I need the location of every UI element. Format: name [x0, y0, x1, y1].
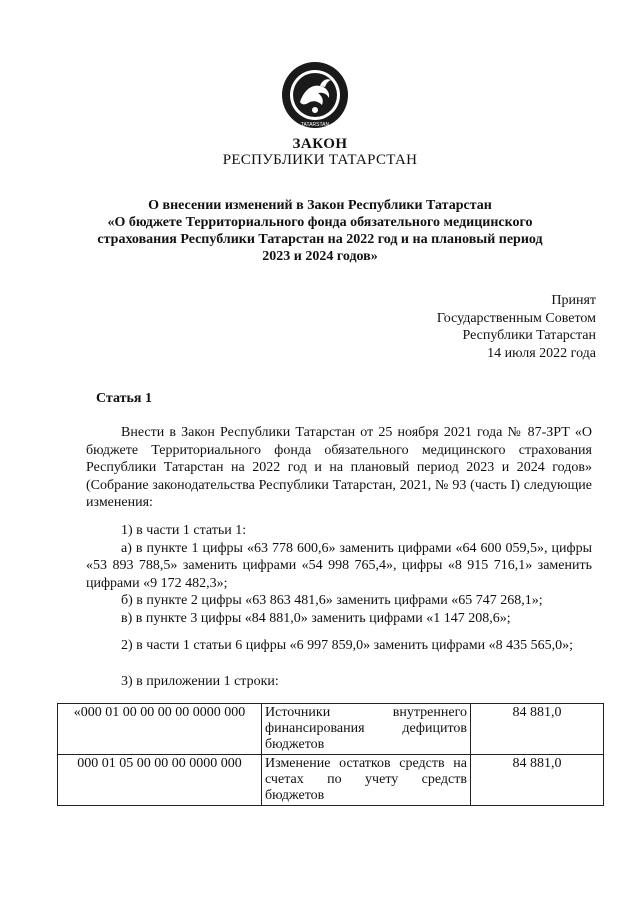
heading-line: «О бюджете Территориального фонда обязательного медицинского [107, 215, 533, 230]
accepted-line: Республики Татарстан [462, 328, 596, 343]
item-1 [86, 522, 592, 627]
table-cell-amount: 84 881,0 [471, 755, 604, 806]
republic-title: РЕСПУБЛИКИ ТАТАРСТАН [222, 152, 418, 168]
heading-line: страхования Республики Татарстан на 2022 год и на плановый период [97, 232, 543, 247]
item-2: 2) в части 1 статьи 6 цифры «6 997 859,0» заменить цифрами «8 435 565,0»; [121, 638, 573, 653]
table-cell-code: «000 01 00 00 00 00 0000 000 [58, 704, 262, 755]
item-1-a: а) в пункте 1 цифры «63 778 600,6» заменить цифрами «64 600 059,5», цифры «53 893 788,5» заменить цифрами «54 998 765,4», цифры «8 915 716,1» заменить цифрами «9 172 482,3»; [86, 540, 592, 591]
item-1-b: б) в пункте 2 цифры «63 863 481,6» заменить цифрами «65 747 268,1»; [121, 593, 543, 608]
coat-of-arms-emblem [280, 60, 350, 130]
article-title: Статья 1 [96, 391, 152, 406]
heading-line: 2023 и 2024 годов» [262, 249, 378, 264]
law-title: ЗАКОН [292, 136, 348, 152]
table-cell-name: Изменение остатков средств на счетах по учету средств бюджетов [262, 755, 471, 806]
table-row [58, 704, 604, 755]
table-cell-code: 000 01 05 00 00 00 0000 000 [58, 755, 262, 806]
budget-table [57, 703, 604, 806]
intro-paragraph: Внести в Закон Республики Татарстан от 25 ноября 2021 года № 87-ЗРТ «О бюджете Территориального фонда обязательного медицинского страхования Республики Татарстан на 2022 год и на плановый период 2023 и 2024 годов» (Собрание законодательства Республики Татарстан, 2021, № 93 (часть I) следующие изменения: [86, 425, 592, 510]
emblem-label: TATARSTAN [300, 122, 330, 128]
law-heading [90, 197, 550, 265]
table-cell-amount: 84 881,0 [471, 704, 604, 755]
heading-line: О внесении изменений в Закон Республики Татарстан [148, 198, 492, 213]
accepted-line: Государственным Советом [436, 310, 596, 326]
item-1-c: в) в пункте 3 цифры «84 881,0» заменить цифрами «1 147 208,6»; [121, 610, 511, 626]
item-1-title: 1) в части 1 статьи 1: [121, 523, 247, 538]
accepted-line: Принят [551, 293, 596, 308]
accepted-date: 14 июля 2022 года [487, 345, 596, 361]
item-3: 3) в приложении 1 строки: [121, 674, 279, 689]
table-row [58, 755, 604, 806]
table-cell-name: Источники внутреннего финансирования дефицитов бюджетов [262, 704, 471, 755]
accepted-block [437, 292, 596, 362]
